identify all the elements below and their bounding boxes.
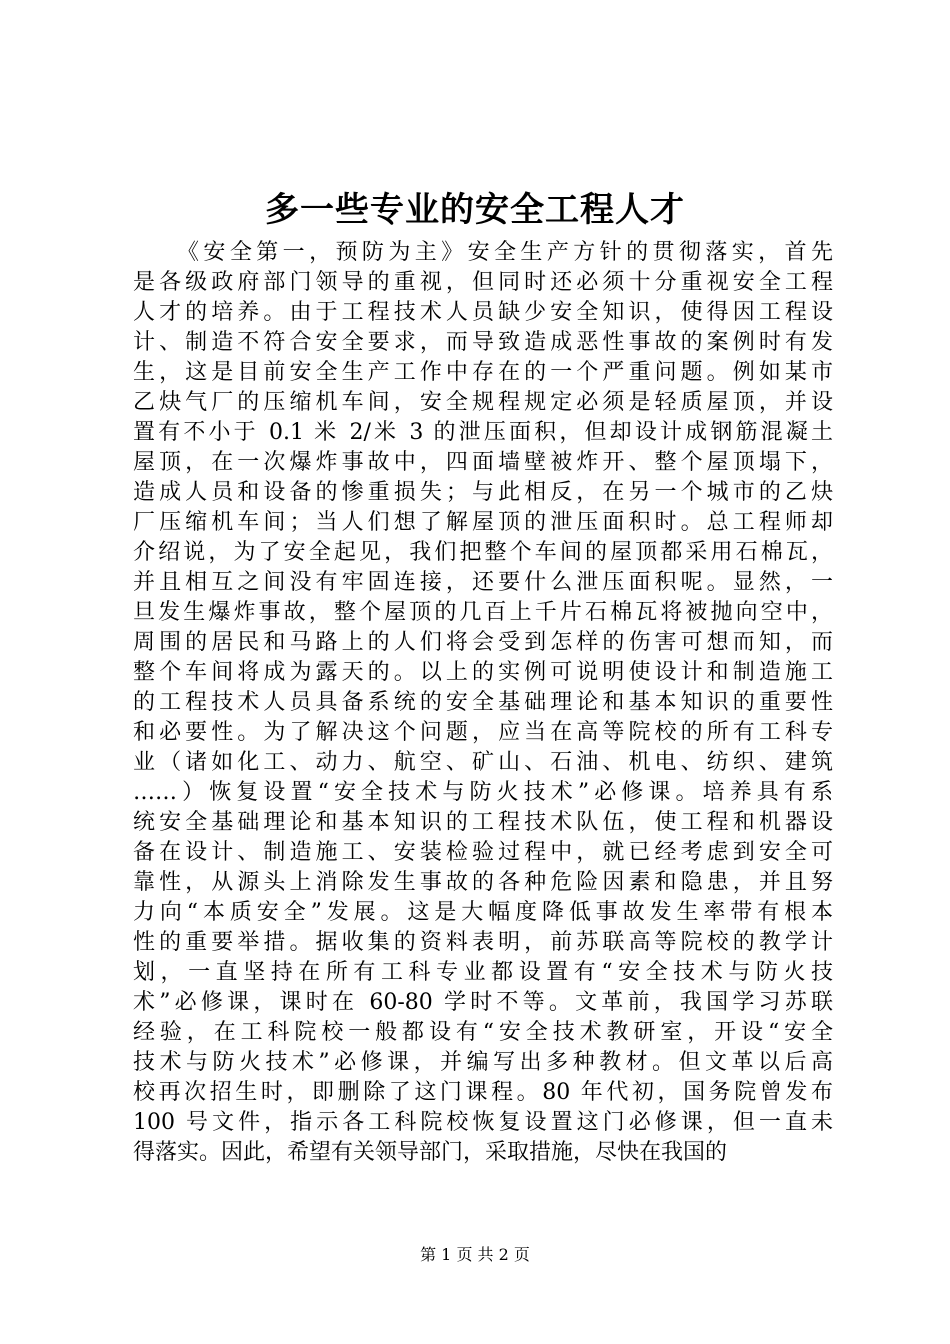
text-line-4: 计、制造不符合安全要求，而导致造成恶性事故的案例时有发 (133, 330, 833, 355)
text-line-8: 屋顶，在一次爆炸事故中，四面墙壁被炸开、整个屋顶塌下， (133, 450, 833, 475)
text-line-11: 介绍说，为了安全起见，我们把整个车间的屋顶都采用石棉瓦， (133, 540, 833, 565)
text-line-12: 并且相互之间没有牢固连接，还要什么泄压面积呢。显然，一 (133, 570, 833, 595)
text-line-6: 乙炔气厂的压缩机车间，安全规程规定必须是轻质屋顶，并设 (133, 390, 833, 415)
page-title: 多一些专业的安全工程人才 (265, 190, 685, 230)
text-line-5: 生，这是目前安全生产工作中存在的一个严重问题。例如某市 (133, 360, 833, 385)
text-line-9: 造成人员和设备的惨重损失；与此相反，在另一个城市的乙炔 (133, 480, 833, 505)
text-line-21: 备在设计、制造施工、安装检验过程中，就已经考虑到安全可 (133, 840, 833, 865)
text-line-1: 《安全第一，预防为主》安全生产方针的贯彻落实，首先 (177, 240, 833, 265)
text-line-25: 划，一直坚持在所有工科专业都设置有“安全技术与防火技 (133, 960, 833, 985)
text-line-17: 和必要性。为了解决这个问题，应当在高等院校的所有工科专 (133, 720, 833, 745)
text-line-2: 是各级政府部门领导的重视，但同时还必须十分重视安全工程 (133, 270, 833, 295)
text-line-30: 100 号文件，指示各工科院校恢复设置这门必修课，但一直未 (133, 1110, 833, 1135)
text-line-26: 术”必修课，课时在 60-80 学时不等。文革前，我国学习苏联 (133, 990, 833, 1015)
text-line-10: 厂压缩机车间；当人们想了解屋顶的泄压面积时。总工程师却 (133, 510, 833, 535)
body-paragraph (133, 238, 833, 1168)
text-line-19: ……）恢复设置“安全技术与防火技术”必修课。培养具有系 (133, 780, 833, 805)
text-line-13: 旦发生爆炸事故，整个屋顶的几百上千片石棉瓦将被抛向空中， (133, 600, 833, 625)
text-line-7: 置有不小于 0.1 米 2/米 3 的泄压面积，但却设计成钢筋混凝土 (133, 420, 833, 445)
text-line-28: 技术与防火技术”必修课，并编写出多种教材。但文革以后高 (133, 1050, 833, 1075)
text-line-16: 的工程技术人员具备系统的安全基础理论和基本知识的重要性 (133, 690, 833, 715)
text-line-3: 人才的培养。由于工程技术人员缺少安全知识，使得因工程设 (133, 300, 833, 325)
text-line-18: 业（诸如化工、动力、航空、矿山、石油、机电、纺织、建筑 (133, 750, 833, 775)
text-line-22: 靠性，从源头上消除发生事故的各种危险因素和隐患，并且努 (133, 870, 833, 895)
text-line-27: 经验，在工科院校一般都设有“安全技术教研室，开设“安全 (133, 1020, 833, 1045)
text-line-20: 统安全基础理论和基本知识的工程技术队伍，使工程和机器设 (133, 810, 833, 835)
text-line-24: 性的重要举措。据收集的资料表明，前苏联高等院校的教学计 (133, 930, 833, 955)
text-line-31: 得落实。因此，希望有关领导部门，采取措施，尽快在我国的 (133, 1140, 728, 1165)
page-number-footer: 第 1 页 共 2 页 (420, 1245, 530, 1264)
text-line-29: 校再次招生时，即删除了这门课程。80 年代初，国务院曾发布 (133, 1080, 833, 1105)
text-line-23: 力向“本质安全”发展。这是大幅度降低事故发生率带有根本 (133, 900, 833, 925)
text-line-14: 周围的居民和马路上的人们将会受到怎样的伤害可想而知，而 (133, 630, 833, 655)
text-line-15: 整个车间将成为露天的。以上的实例可说明使设计和制造施工 (133, 660, 833, 685)
